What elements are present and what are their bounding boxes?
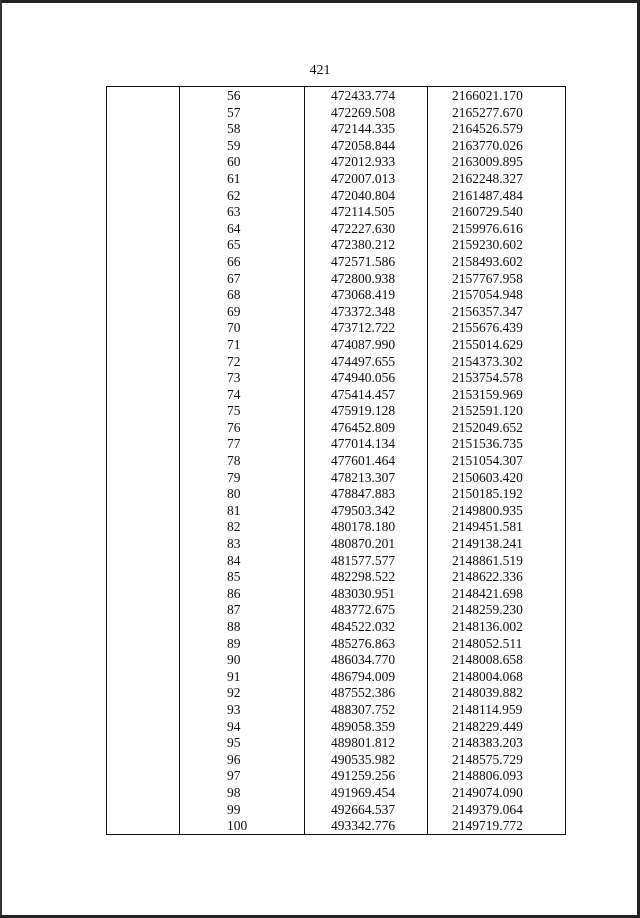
- table-row: [107, 486, 565, 503]
- table-row: [107, 254, 565, 271]
- y-coordinate-cell: 2148004.068: [452, 668, 523, 684]
- y-coordinate-cell: 2166021.170: [452, 88, 523, 103]
- y-coordinate-cell: 2148052.511: [452, 635, 523, 651]
- x-coordinate-cell: 475919.128: [331, 403, 396, 419]
- point-number-cell: 62: [227, 187, 241, 203]
- y-coordinate-cell: 2151536.735: [452, 436, 523, 452]
- y-coordinate-cell: 2164526.579: [452, 121, 523, 137]
- point-number-cell: 59: [227, 137, 241, 153]
- table-row: [107, 536, 565, 553]
- point-number-cell: 92: [227, 685, 241, 701]
- x-coordinate-cell: 472800.938: [331, 270, 396, 286]
- x-coordinate-cell: 484522.032: [331, 619, 396, 634]
- point-number-cell: 67: [227, 270, 241, 286]
- point-number-cell: 89: [227, 635, 241, 651]
- table-row: [107, 702, 565, 719]
- x-coordinate-cell: 472433.774: [331, 88, 396, 103]
- table-row: [107, 105, 565, 122]
- table-row: [107, 221, 565, 238]
- point-number-cell: 63: [227, 204, 241, 220]
- table-row: [107, 685, 565, 702]
- y-coordinate-cell: 2148008.658: [452, 652, 523, 668]
- x-coordinate-cell: 486794.009: [331, 668, 396, 684]
- point-number-cell: 56: [227, 88, 241, 103]
- table-body: [107, 88, 565, 835]
- y-coordinate-cell: 2149800.935: [452, 502, 523, 518]
- y-coordinate-cell: 2153159.969: [452, 386, 523, 402]
- table-row: [107, 735, 565, 752]
- y-coordinate-cell: 2151054.307: [452, 453, 523, 469]
- x-coordinate-cell: 489801.812: [331, 735, 396, 751]
- x-coordinate-cell: 482298.522: [331, 569, 396, 585]
- x-coordinate-cell: 487552.386: [331, 685, 396, 701]
- point-number-cell: 97: [227, 768, 241, 784]
- table-row: [107, 337, 565, 354]
- table-row: [107, 204, 565, 221]
- point-number-cell: 75: [227, 403, 241, 419]
- y-coordinate-cell: 2149379.064: [452, 801, 523, 817]
- y-coordinate-cell: 2150603.420: [452, 469, 523, 485]
- x-coordinate-cell: 491259.256: [331, 768, 396, 784]
- y-coordinate-cell: 2157054.948: [452, 287, 523, 303]
- x-coordinate-cell: 489058.359: [331, 718, 396, 734]
- x-coordinate-cell: 473068.419: [331, 287, 396, 303]
- point-number-cell: 78: [227, 453, 241, 469]
- y-coordinate-cell: 2160729.540: [452, 204, 523, 220]
- y-coordinate-cell: 2155676.439: [452, 320, 523, 336]
- page-border-top: [0, 0, 640, 3]
- table-row: [107, 802, 565, 819]
- table-row: [107, 138, 565, 155]
- x-coordinate-cell: 472012.933: [331, 154, 396, 170]
- x-coordinate-cell: 480870.201: [331, 536, 396, 552]
- table-row: [107, 519, 565, 536]
- point-number-cell: 58: [227, 121, 241, 137]
- table-row: [107, 420, 565, 437]
- x-coordinate-cell: 472380.212: [331, 237, 396, 253]
- point-number-cell: 91: [227, 668, 241, 684]
- y-coordinate-cell: 2156357.347: [452, 303, 523, 319]
- point-number-cell: 88: [227, 619, 241, 634]
- point-number-cell: 84: [227, 552, 241, 568]
- point-number-cell: 61: [227, 170, 241, 186]
- point-number-cell: 82: [227, 519, 241, 535]
- y-coordinate-cell: 2165277.670: [452, 104, 523, 120]
- x-coordinate-cell: 490535.982: [331, 751, 396, 767]
- page-number: 421: [309, 63, 331, 78]
- y-coordinate-cell: 2149719.772: [452, 818, 523, 834]
- y-coordinate-cell: 2148622.336: [452, 569, 523, 585]
- table-row: [107, 569, 565, 586]
- x-coordinate-cell: 472114.505: [331, 204, 395, 220]
- x-coordinate-cell: 472040.804: [331, 187, 396, 203]
- x-coordinate-cell: 485276.863: [331, 635, 396, 651]
- x-coordinate-cell: 478213.307: [331, 469, 396, 485]
- x-coordinate-cell: 473372.348: [331, 303, 396, 319]
- x-coordinate-cell: 486034.770: [331, 652, 396, 668]
- x-coordinate-cell: 472058.844: [331, 137, 396, 153]
- point-number-cell: 90: [227, 652, 241, 668]
- point-number-cell: 100: [227, 818, 248, 834]
- point-number-cell: 71: [227, 336, 241, 352]
- x-coordinate-cell: 472571.586: [331, 253, 396, 269]
- x-coordinate-cell: 474087.990: [331, 336, 396, 352]
- y-coordinate-cell: 2148259.230: [452, 602, 523, 618]
- table-row: [107, 188, 565, 205]
- x-coordinate-cell: 474940.056: [331, 370, 396, 386]
- point-number-cell: 95: [227, 735, 241, 751]
- table-row: [107, 768, 565, 785]
- y-coordinate-cell: 2149451.581: [452, 519, 523, 535]
- y-coordinate-cell: 2163770.026: [452, 137, 523, 153]
- point-number-cell: 72: [227, 353, 241, 369]
- table-row: [107, 669, 565, 686]
- y-coordinate-cell: 2161487.484: [452, 187, 523, 203]
- point-number-cell: 86: [227, 585, 241, 601]
- x-coordinate-cell: 483030.951: [331, 585, 396, 601]
- point-number-cell: 65: [227, 237, 241, 253]
- table-row: [107, 387, 565, 404]
- x-coordinate-cell: 474497.655: [331, 353, 396, 369]
- coordinate-table: [106, 86, 566, 835]
- table-row: [107, 304, 565, 321]
- table-row: [107, 121, 565, 138]
- point-number-cell: 66: [227, 253, 241, 269]
- x-coordinate-cell: 480178.180: [331, 519, 396, 535]
- y-coordinate-cell: 2148806.093: [452, 768, 523, 784]
- point-number-cell: 87: [227, 602, 241, 618]
- x-coordinate-cell: 472144.335: [331, 121, 396, 137]
- x-coordinate-cell: 479503.342: [331, 502, 396, 518]
- point-number-cell: 85: [227, 569, 241, 585]
- table-row: [107, 602, 565, 619]
- x-coordinate-cell: 481577.577: [331, 552, 396, 568]
- table-row: [107, 553, 565, 570]
- table-row: [107, 619, 565, 636]
- point-number-cell: 81: [227, 502, 241, 518]
- y-coordinate-cell: 2153754.578: [452, 370, 523, 386]
- table-row: [107, 586, 565, 603]
- table-row: [107, 752, 565, 769]
- y-coordinate-cell: 2148575.729: [452, 751, 523, 767]
- table-row: [107, 88, 565, 105]
- y-coordinate-cell: 2149074.090: [452, 784, 523, 800]
- table-row: [107, 785, 565, 802]
- point-number-cell: 99: [227, 801, 241, 817]
- x-coordinate-cell: 478847.883: [331, 486, 396, 502]
- y-coordinate-cell: 2148383.203: [452, 735, 523, 751]
- point-number-cell: 77: [227, 436, 241, 452]
- point-number-cell: 93: [227, 701, 241, 717]
- y-coordinate-cell: 2152591.120: [452, 403, 523, 419]
- y-coordinate-cell: 2155014.629: [452, 336, 523, 352]
- table-row: [107, 237, 565, 254]
- table-row: [107, 287, 565, 304]
- x-coordinate-cell: 475414.457: [331, 386, 396, 402]
- y-coordinate-cell: 2159230.602: [452, 237, 523, 253]
- point-number-cell: 80: [227, 486, 241, 502]
- y-coordinate-cell: 2148421.698: [452, 585, 523, 601]
- x-coordinate-cell: 491969.454: [331, 784, 396, 800]
- y-coordinate-cell: 2158493.602: [452, 253, 523, 269]
- point-number-cell: 69: [227, 303, 241, 319]
- y-coordinate-cell: 2154373.302: [452, 353, 523, 369]
- table-row: [107, 154, 565, 171]
- table-row: [107, 354, 565, 371]
- table-row: [107, 818, 565, 835]
- point-number-cell: 98: [227, 784, 241, 800]
- table-row: [107, 719, 565, 736]
- y-coordinate-cell: 2148229.449: [452, 718, 523, 734]
- y-coordinate-cell: 2152049.652: [452, 419, 523, 435]
- y-coordinate-cell: 2162248.327: [452, 170, 523, 186]
- y-coordinate-cell: 2163009.895: [452, 154, 523, 170]
- x-coordinate-cell: 492664.537: [331, 801, 396, 817]
- x-coordinate-cell: 483772.675: [331, 602, 396, 618]
- point-number-cell: 68: [227, 287, 241, 303]
- y-coordinate-cell: 2149138.241: [452, 536, 523, 552]
- x-coordinate-cell: 488307.752: [331, 701, 396, 717]
- table-row: [107, 503, 565, 520]
- table-row: [107, 403, 565, 420]
- point-number-cell: 70: [227, 320, 241, 336]
- point-number-cell: 73: [227, 370, 241, 386]
- table-row: [107, 470, 565, 487]
- point-number-cell: 74: [227, 386, 241, 402]
- table-row: [107, 370, 565, 387]
- y-coordinate-cell: 2148136.002: [452, 619, 523, 634]
- point-number-cell: 79: [227, 469, 241, 485]
- x-coordinate-cell: 473712.722: [331, 320, 396, 336]
- y-coordinate-cell: 2150185.192: [452, 486, 523, 502]
- x-coordinate-cell: 493342.776: [331, 818, 396, 834]
- x-coordinate-cell: 477014.134: [331, 436, 396, 452]
- point-number-cell: 64: [227, 220, 241, 236]
- point-number-cell: 83: [227, 536, 241, 552]
- y-coordinate-cell: 2157767.958: [452, 270, 523, 286]
- x-coordinate-cell: 472269.508: [331, 104, 396, 120]
- point-number-cell: 60: [227, 154, 241, 170]
- y-coordinate-cell: 2148861.519: [452, 552, 523, 568]
- point-number-cell: 76: [227, 419, 241, 435]
- x-coordinate-cell: 477601.464: [331, 453, 396, 469]
- y-coordinate-cell: 2148114.959: [452, 701, 523, 717]
- point-number-cell: 57: [227, 104, 241, 120]
- table-row: [107, 652, 565, 669]
- table-row: [107, 171, 565, 188]
- point-number-cell: 94: [227, 718, 241, 734]
- page-border-left: [0, 0, 2, 918]
- table-row: [107, 636, 565, 653]
- table-row: [107, 271, 565, 288]
- table-row: [107, 320, 565, 337]
- x-coordinate-cell: 472227.630: [331, 220, 396, 236]
- x-coordinate-cell: 476452.809: [331, 419, 396, 435]
- table-row: [107, 453, 565, 470]
- x-coordinate-cell: 472007.013: [331, 170, 396, 186]
- table-row: [107, 436, 565, 453]
- point-number-cell: 96: [227, 751, 241, 767]
- y-coordinate-cell: 2148039.882: [452, 685, 523, 701]
- y-coordinate-cell: 2159976.616: [452, 220, 523, 236]
